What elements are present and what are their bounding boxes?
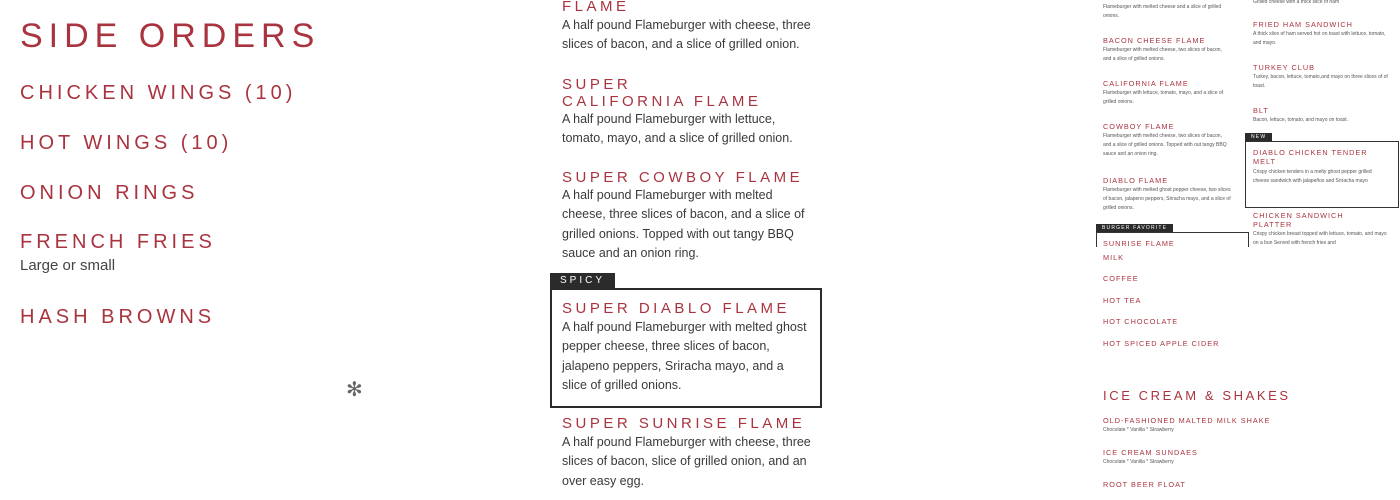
beverage-hot-spiced-apple-cider: HOT SPICED APPLE CIDER [1103, 339, 1220, 348]
r2-chicken-platter-desc: Crispy chicken breast topped with lettuce, tomato, and mayo on a bun Served with french fries and [1253, 231, 1387, 246]
r2-chicken-platter-title-1: CHICKEN SANDWICH [1253, 211, 1344, 220]
side-item-chicken-wings: CHICKEN WINGS (10) [20, 82, 297, 104]
r-item-california-title: CALIFORNIA FLAME [1103, 79, 1189, 88]
r-item-cowboy-title: COWBOY FLAME [1103, 122, 1175, 131]
r-item-diablo-title: DIABLO FLAME [1103, 176, 1169, 185]
ice-cream-shakes-title: ICE CREAM & SHAKES [1103, 388, 1291, 403]
menu-item-sunrise-title: SUPER SUNRISE FLAME [562, 415, 806, 432]
menu-item-cowboy-desc: A half pound Flameburger with melted cheese, three slices of bacon, and a slice of grilled onions. Topped with out tangy BBQ sauce and an onion ring. [562, 188, 805, 261]
ice-item-milk-shake-desc: Chocolate * Vanilla * Strawberry [1103, 427, 1174, 433]
ice-item-sundaes-title: ICE CREAM SUNDAES [1103, 448, 1198, 457]
beverage-hot-chocolate: HOT CHOCOLATE [1103, 317, 1179, 326]
side-item-onion-rings: ONION RINGS [20, 182, 199, 204]
r2-item-turkey-club-title: TURKEY CLUB [1253, 63, 1315, 72]
menu-item-flame-title: FLAME [562, 0, 630, 15]
r-item-cowboy-desc: Flameburger with melted cheese, two slices of bacon, and a slice of grilled onions. Topped with out tangy BBQ sauce and an onion ring. [1103, 133, 1227, 157]
r-item-bacon-cheese-title: BACON CHEESE FLAME [1103, 36, 1206, 45]
r2-diablo-chicken-desc: Crispy chicken tenders in a melty ghost pepper grilled cheese sandwich with jalapeños and Sriracha mayo [1253, 169, 1372, 184]
side-item-hot-wings: HOT WINGS (10) [20, 132, 233, 154]
beverage-coffee: COFFEE [1103, 274, 1139, 283]
asterisk-ornament: ✻ [346, 379, 363, 401]
r2-item-blt-desc: Bacon, lettuce, tomato, and mayo on toast. [1253, 117, 1349, 123]
right-top-desc: Flameburger with melted cheese and a slice of grilled onions. [1103, 4, 1222, 19]
r-item-bacon-cheese-desc: Flameburger with melted cheese, two slices of bacon, and a slice of grilled onions. [1103, 47, 1222, 62]
r-item-sunrise-title: SUNRISE FLAME [1103, 239, 1175, 248]
burger-favorite-tag: BURGER FAVORITE [1096, 224, 1173, 232]
r-item-diablo-desc: Flameburger with melted ghost pepper cheese, two slices of bacon, jalapeno peppers, Sriracha mayo, and a slice of grilled onions. [1103, 187, 1231, 211]
ice-item-milk-shake-title: OLD-FASHIONED MALTED MILK SHAKE [1103, 416, 1271, 425]
menu-item-flame-desc: A half pound Flameburger with cheese, three slices of bacon, and a slice of grilled onion. [562, 18, 811, 52]
french-fries-desc: Large or small [20, 257, 116, 274]
menu-item-diablo-title: SUPER DIABLO FLAME [562, 300, 791, 317]
r2-item-fried-ham-title: FRIED HAM SANDWICH [1253, 20, 1353, 29]
spicy-tag: SPICY [550, 273, 615, 288]
menu-item-california-title-2: CALIFORNIA FLAME [562, 93, 762, 110]
r2-item-fried-ham-desc: A thick slice of ham served hot on toast with lettuce, tomato, and mayo. [1253, 31, 1386, 46]
menu-item-cowboy-title: SUPER COWBOY FLAME [562, 169, 804, 186]
menu-item-california-title-1: SUPER [562, 76, 632, 93]
r2-diablo-chicken-title-1: DIABLO CHICKEN TENDER [1253, 148, 1368, 157]
side-item-hash-browns: HASH BROWNS [20, 306, 216, 328]
r2-item-turkey-club-desc: Turkey, bacon, lettuce, tomato,and mayo on three slices of of toast. [1253, 74, 1388, 89]
beverage-hot-tea: HOT TEA [1103, 296, 1142, 305]
right2-top-desc: Grilled cheese with a thick slice of ham [1253, 0, 1340, 5]
side-item-french-fries: FRENCH FRIES [20, 231, 216, 253]
r2-diablo-chicken-title-2: MELT [1253, 157, 1276, 166]
side-orders-title: SIDE ORDERS [20, 17, 321, 55]
r2-item-blt-title: BLT [1253, 106, 1269, 115]
ice-item-sundaes-desc: Chocolate * Vanilla * Strawberry [1103, 459, 1174, 465]
menu-item-diablo-desc: A half pound Flameburger with melted ghost pepper cheese, three slices of bacon, jalapeno peppers, Sriracha mayo, and a slice of grilled onions. [562, 320, 807, 393]
r-item-california-desc: Flameburger with lettuce, tomato, mayo, and a slice of grilled onions. [1103, 90, 1224, 105]
menu-item-california-desc: A half pound Flameburger with lettuce, tomato, mayo, and a slice of grilled onion. [562, 112, 793, 146]
new-tag: NEW [1245, 133, 1272, 141]
r2-chicken-platter-title-2: PLATTER [1253, 220, 1293, 229]
beverage-milk: MILK [1103, 253, 1125, 262]
ice-item-root-beer-float-title: ROOT BEER FLOAT [1103, 480, 1186, 489]
menu-item-sunrise-desc: A half pound Flameburger with cheese, three slices of bacon, slice of grilled onion, and an over easy egg. [562, 435, 811, 488]
